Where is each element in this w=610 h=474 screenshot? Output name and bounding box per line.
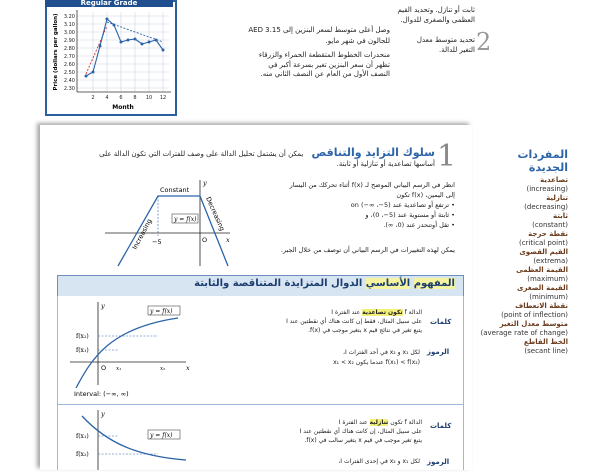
x-tick: 8 <box>133 95 137 101</box>
vocab-ar: الخط القاطع <box>523 338 568 346</box>
def-line: يتبع تغير في نتائج قيم x بتغير موجب في f(x). <box>308 327 422 334</box>
bullet-item: • تقل أوتنحدر عند (0، ∞). <box>383 221 455 229</box>
behavior-figure-svg <box>100 178 235 270</box>
graph-x-label: Month <box>112 104 134 111</box>
y-tick: 2.80 <box>63 46 75 52</box>
symbols-label: الرموز <box>427 348 450 356</box>
price-points <box>85 18 165 78</box>
symbols-label: الرموز <box>427 458 450 466</box>
vocab-en: (maximum) <box>527 275 568 283</box>
vocab-en: (point of inflection) <box>501 311 568 319</box>
vocab-ar: القيمة العظمى <box>516 266 568 274</box>
vocab-ar: نقطة الانعطاف <box>515 302 568 310</box>
words-label: كلمات <box>430 422 452 430</box>
label-origin: O <box>202 236 208 244</box>
concept-heading: الأساسي <box>365 278 411 289</box>
increasing-graph-svg <box>68 300 196 400</box>
text-line: التغير للدالة. <box>439 45 475 54</box>
para1b: إلى اليمين، f(x) تكون <box>396 191 455 199</box>
para2: يمكن لهذه التغييرات في الرسم البياني أن توصف من خلال الجبر. <box>280 246 455 254</box>
def-post: عند الفترة I <box>338 419 370 426</box>
y-tick: 2.90 <box>63 38 75 44</box>
decreasing-graph <box>68 408 196 470</box>
vocab-list <box>470 176 568 356</box>
text-line: تظهر أن سعر البنزين تغير بسرعة أكبر في <box>268 60 390 69</box>
dec-fx: y = f(x) <box>150 432 173 439</box>
def-line: يتبع تغير موجب في قيم x بتغير سالب في f(x). <box>304 437 422 444</box>
text-line: منحدرات الخطوط المتقطعة الحمراء والزرقاء <box>258 51 390 59</box>
x-tick: 6 <box>119 95 123 101</box>
text-line: النصف الأول من العام عن النصف الثاني منه. <box>260 70 390 78</box>
def-hl: تكون تصاعدية <box>362 309 403 316</box>
decreasing-graph-svg <box>68 408 196 470</box>
label-decreasing: Decreasing <box>204 195 227 233</box>
increasing-words <box>200 308 422 335</box>
section-intro <box>60 148 435 169</box>
vocab-ar: القيمة الصغرى <box>517 284 568 292</box>
sym-line: لكل x₁ و x₂ في أحد الفترات I، <box>343 349 420 356</box>
explanation-block <box>240 180 455 230</box>
def-pre: الدالة f <box>402 309 422 316</box>
text-line: للجالون في شهر مايو. <box>325 36 390 45</box>
y-tick: 2.70 <box>63 54 75 60</box>
section-number: 1 <box>437 139 457 174</box>
vocab-title-2: الجديدة <box>528 161 568 174</box>
y-tick: 3.00 <box>63 30 75 36</box>
y-tick: 2.30 <box>63 86 75 92</box>
vocab-en: (minimum) <box>529 293 568 301</box>
dec-fx2: f(x₂) <box>76 451 89 458</box>
vocab-ar: القيم القصوى <box>519 248 568 256</box>
label-constant: Constant <box>160 186 190 194</box>
vocab-ar: تنازلية <box>546 194 568 202</box>
bullet-text: تقل أوتنحدر عند (0، ∞). <box>383 221 450 229</box>
def-line <box>200 418 422 427</box>
top-right-text-1 <box>395 6 475 25</box>
def-hl: تنازلية <box>369 419 389 426</box>
inc-origin: O <box>101 364 107 372</box>
behavior-figure <box>100 178 235 270</box>
decreasing-words <box>200 418 422 445</box>
def-line: على سبيل المثال، إن كانت هناك أي نقطتين عند I <box>299 428 422 435</box>
text-line: ثابت أو تنازل. وتحديد القيم <box>397 6 475 14</box>
inc-x2: x₂ <box>160 366 166 372</box>
y-tick: 2.40 <box>63 78 75 84</box>
inc-fx2: f(x₂) <box>76 333 89 340</box>
words-label: كلمات <box>430 318 452 326</box>
vocab-heading <box>480 148 568 174</box>
bullet-text: ترتفع أو تصاعدية عند (5−، ∞−) on <box>350 201 450 209</box>
vocab-ar: تصاعدية <box>540 176 568 184</box>
vocab-en: (decreasing) <box>524 203 568 211</box>
objective-number: 2 <box>476 28 492 56</box>
dec-y: y <box>101 410 105 418</box>
inc-fx1: f(x₁) <box>76 347 89 354</box>
label-increasing: Increasing <box>130 217 154 251</box>
key-concept-label <box>194 278 455 289</box>
concept-prefix: المفهوم <box>413 278 455 289</box>
text-line: تحديد متوسط معدل <box>416 36 475 44</box>
text-line: العظمى والصغرى للدوال. <box>400 15 475 24</box>
text-line: وصل أعلى متوسط لسعر البنزين إلى AED 3.15 <box>248 26 390 34</box>
intro-text: يمكن أن يشتمل تحليل الدالة على وصف للفترات التي تكون الدالة على <box>99 150 304 158</box>
section-title: سلوك التزايد والتناقص <box>311 146 435 159</box>
x-tick: 4 <box>105 95 109 101</box>
vocab-en: (secant line) <box>524 347 568 355</box>
graph-y-label: Price (dollars per gallon) <box>53 13 59 91</box>
x-tick: 10 <box>145 95 153 101</box>
bullet-item: • ثابتة أو مستوية عند (5−، 0)، و <box>365 211 455 219</box>
def-line: على سبيل المثال، فقط إن كانت هناك أي نقطتين عند I <box>286 318 422 325</box>
x-tick: 2 <box>91 95 95 101</box>
vocab-en: (constant) <box>532 221 568 229</box>
vocab-ar: ثابتة <box>553 212 568 220</box>
inc-x1: x₁ <box>116 366 122 372</box>
vocab-en: (average rate of change) <box>480 329 568 337</box>
increasing-graph <box>68 300 196 400</box>
def-line <box>200 308 422 317</box>
vocab-en: (extrema) <box>533 257 568 265</box>
def-post: عند الفترة I <box>331 309 363 316</box>
graph-title: Regular Grade <box>45 0 173 7</box>
vocab-ar: نقطة حرجة <box>528 230 568 238</box>
graph-grid <box>77 12 169 92</box>
label-minus5: −5 <box>152 238 162 246</box>
inc-y: y <box>101 302 105 310</box>
increasing-symbols <box>220 348 420 368</box>
gas-price-graph <box>45 0 177 116</box>
bullet-text: ثابتة أو مستوية عند (5−، 0)، و <box>365 211 450 219</box>
label-y: y <box>203 179 207 187</box>
y-tick: 3.10 <box>63 22 75 28</box>
inc-fx: y = f(x) <box>150 308 173 315</box>
y-tick: 2.50 <box>63 70 75 76</box>
vocab-title-1: المفردات <box>517 148 568 161</box>
vocab-ar: متوسط معدل التغير <box>499 320 568 328</box>
inc-curve <box>76 318 178 388</box>
label-x: x <box>226 236 230 244</box>
concept-title: الدوال المتزايدة المتناقصة والثابتة <box>194 278 363 289</box>
label-fx: y = f(x) <box>174 216 197 223</box>
sym-line: f(x₁) < f(x₂) عندما يكون x₁ < x₂ <box>333 359 420 366</box>
intro-text-2: أساسها تصاعدية أو تنازلية أو ثابتة. <box>336 160 435 168</box>
top-middle-text <box>185 26 390 80</box>
y-tick: 3.20 <box>63 14 75 20</box>
y-tick: 2.60 <box>63 62 75 68</box>
vocab-en: (increasing) <box>526 185 568 193</box>
def-pre: الدالة f تكون <box>388 419 422 426</box>
vocab-en: (critical point) <box>519 239 568 247</box>
x-tick: 12 <box>159 95 167 101</box>
inc-interval: Interval: (−∞, ∞) <box>74 390 129 398</box>
gas-price-graph-svg <box>47 2 175 114</box>
key-concept-bar <box>57 275 464 297</box>
dec-fx1: f(x₁) <box>76 433 89 440</box>
para1: انظر في الرسم البياني الموضح لـ f(x) أثناء تحركك من اليسار <box>289 181 455 189</box>
inc-x: x <box>186 364 190 372</box>
decreasing-symbols: لكل x₁ و x₂ في إحدى الفترات I، <box>338 458 420 465</box>
top-right-text-2 <box>400 36 475 55</box>
bullet-item: • ترتفع أو تصاعدية عند (5−، ∞−) on <box>350 201 455 209</box>
